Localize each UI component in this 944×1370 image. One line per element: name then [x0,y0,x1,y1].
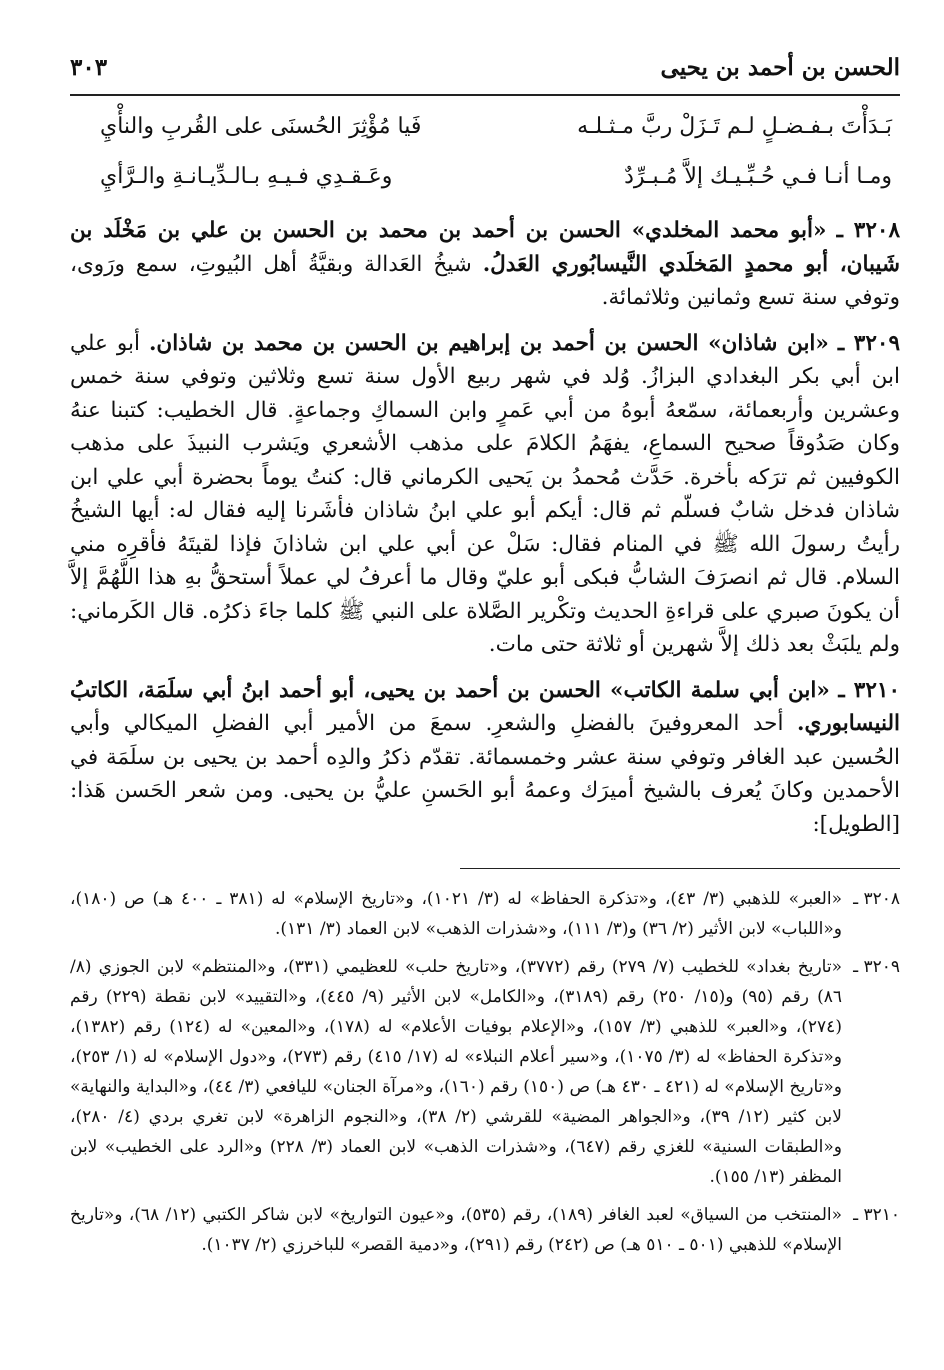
footnote [70,884,900,944]
entry-text: شيخُ العَدالة وبقيَّةُ أهل البُيوتِ، سمع ورَوى، وتوفي سنة تسع وثمانين وثلاثمائة. [70,251,900,310]
entry-number: ٣٢٠٩ ـ [837,330,900,356]
entry-number: ٣٢١٠ ـ [838,677,900,703]
entry-text: أبو علي ابن أبي بكر البغدادي البزازُ. وُلد في شهر ربيع الأول سنة تسع وثلاثين وتوفي سنة خمس وعشرين وأربعمائة، سمّعهُ أبوهُ من أبي عَمرٍ وابن السماكِ وجماعةٍ. قال الخطيب: كتبنا عنهُ وكان صَدُوقاً صحيح السماعِ، يفهَمُ الكلامَ على مذهب الأشعري ويَشرب النبيذَ على مذهب الكوفيين ثم ترَكه بأخرة. حَدَّث مُحمدُ بن يَحيى الكرماني قال: كنتُ يوماً بحضرة أبي علي ابن شاذان فدخل شابٌ فسلّم ثم قال: أيكم أبو علي ابنُ شاذان فأشَرنا إليه فقال له: أيها الشيخُ رأيتُ رسولَ الله ﷺ في المنام فقال: سَلْ عن أبي علي ابن شاذانَ فإذا لقيتَهُ فأقرِه مني السلام. قال ثم انصرَفَ الشابُّ فبكى أبو عليّ وقال ما أعرفُ لي عملاً أستحقُّ بهِ هذا اللَّهُمَّ إلاَّ أن يكونَ صبري على قراءةِ الحديث وتكْرير الصَّلاة على النبي ﷺ كلما جاءَ ذكرُه. قال الكَرماني: ولم يلبَثْ بعد ذلك إلاَّ شهرين أو ثلاثة حتى مات. [70,330,900,657]
entry-text: أحد المعروفينَ بالفضلِ والشعرِ. سمعَ من الأمير أبي الفضلِ الميكالي وأبي الحُسين عبد الغافر وتوفي سنة عشر وخمسمائة. تقدّم ذكرُ والدِه أحمد بن يحيى بن سلَمَة في الأحمدين وكانَ يُعرف بالشيخ أميرَك وعمهُ أبو الحَسنِ عليُّ بن يحيى. ومن شعر الحَسن هَذا: [الطويل]: [70,711,900,837]
footnotes [70,884,900,1268]
footnote-number: ٣٢١٠ ـ [853,1205,900,1225]
page-number: ٣٠٣ [70,54,108,81]
poem-verses [70,110,900,210]
verse-line [70,110,900,160]
footnote [70,1200,900,1260]
biography-entry [70,327,900,662]
footnote-text: «المنتخب من السياق» لعبد الغافر (١٨٩)، رقم (٥٣٥)، و«عيون التواريخ» لابن شاكر الكتبي (١٢/ ٦٨)، و«تاريخ الإسلام» للذهبي (٥٠١ ـ ٥١٠ هـ) ص (٢٤٢) رقم (٢٩١)، و«دمية القصر» للباخرزي (٢/ ١٠٣٧). [70,1205,842,1255]
footnote-number: ٣٢٠٨ ـ [853,889,900,909]
entry-number: ٣٢٠٨ ـ [836,218,900,243]
entry-heading: «أبو محمد المخلدي» الحسن بن أحمد بن محمد بن الحسن بن علي بن مَخْلَد بن شَيبان، أبو محمدٍ المَخلَدي النَّيسابُوري العَدلُ. [70,218,900,277]
footnote [70,952,900,1192]
verse-first-hemistich: بَـدَأْتَ بـفـضـلٍ لـم تَـزَلْ ربَّ مـثـلـه [577,114,892,139]
footnote-number: ٣٢٠٩ ـ [853,957,900,977]
footnote-divider [460,868,900,869]
entry-heading: «ابن شاذان» الحسن بن أحمد بن إبراهيم بن الحسن بن محمد بن شاذان. [148,330,829,356]
verse-second-hemistich: وعَـقـدِي فـيـهِ بـالـدِّيـانـةِ والـرَّأيِ [100,164,393,189]
entry-heading: «ابن أبي سلمة الكاتب» الحسن بن أحمد بن يحيى، أبو أحمد ابنُ أبي سلَمَة، الكاتبُ النيسابوري. [70,677,900,736]
verse-line [70,160,900,210]
running-header [70,48,900,96]
verse-second-hemistich: فَيا مُؤْثِرَ الحُسنَى على القُربِ والنأْيِ [100,114,422,139]
biography-entry [70,674,900,842]
verse-first-hemistich: ومـا أنـا فـي حُـبِّـيـك إلاَّ مُـبـرِّدٌ [624,164,892,189]
main-text [70,214,900,853]
footnote-text: «تاريخ بغداد» للخطيب (٧/ ٢٧٩) رقم (٣٧٧٢)، و«تاريخ حلب» للعظيمي (٣٣١)، و«المنتظم» لابن الجوزي (٨/ ٨٦) رقم (٩٥) و(١٥/ ٢٥٠) رقم (٣١٨٩)، و«الكامل» لابن الأثير (٩/ ٤٤٥)، و«التقييد» لابن نقطة (٢٢٩) رقم (٢٧٤)، و«العبر» للذهبي (٣/ ١٥٧)، و«الإعلام بوفيات الأعلام» له (١٧٨)، و«المعين» له (١٢٤) رقم (١٣٨٢)، و«تذكرة الحفاظ» له (٣/ ١٠٧٥)، و«سير أعلام النبلاء» له (١٧/ ٤١٥) رقم (٢٧٣)، و«دول الإسلام» له (١/ ٢٥٣)، و«تاريخ الإسلام» له (٤٢١ ـ ٤٣٠ هـ) ص (١٥٠) رقم (١٦٠)، و«مرآة الجنان» لليافعي (٣/ ٤٤)، و«البداية والنهاية» لابن كثير (١٢/ ٣٩)، و«الجواهر المضية» للقرشي (٢/ ٣٨)، و«النجوم الزاهرة» لابن تغري بردي (٤/ ٢٨٠)، و«الطبقات السنية» للغزي رقم (٦٤٧)، و«شذرات الذهب» لابن العماد (٣/ ٢٢٨) و«الرد على الخطيب» لابن المظفر (١٣/ ١٥٥). [70,957,842,1187]
biography-entry [70,214,900,315]
footnote-text: «العبر» للذهبي (٣/ ٤٣)، و«تذكرة الحفاظ» له (٣/ ١٠٢١)، و«تاريخ الإسلام» له (٣٨١ ـ ٤٠٠ هـ) ص (١٨٠)، و«اللباب» لابن الأثير (٢/ ٣٦) و(٣/ ١١١)، و«شذرات الذهب» لابن العماد (٣/ ١٣١). [70,889,842,939]
running-title: الحسن بن أحمد بن يحيى [660,54,900,81]
